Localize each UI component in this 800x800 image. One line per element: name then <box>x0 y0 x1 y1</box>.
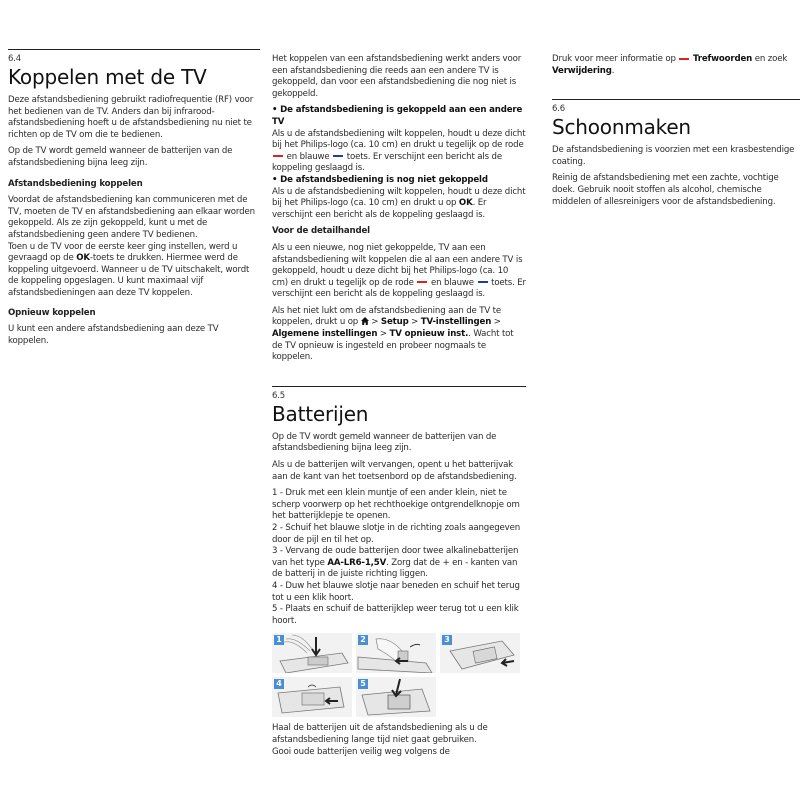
steps <box>272 488 526 627</box>
menu-path-general-settings: Algemene instellingen <box>272 329 378 340</box>
text: en zoek <box>752 54 788 64</box>
blue-key-icon <box>333 155 343 157</box>
bullet-heading: • De afstandsbediening is gekoppeld aan een andere TV <box>272 105 523 127</box>
paragraph <box>272 105 526 175</box>
text: Als u de afstandsbediening wilt koppelen, houdt u deze dicht bij het Philips-logo (ca. 10 cm) en drukt u op <box>272 186 526 209</box>
separator: > <box>368 317 381 328</box>
step-badge: 1 <box>274 635 284 645</box>
illustration-step-1 <box>272 633 352 673</box>
keywords-link: Trefwoorden <box>692 54 753 64</box>
paragraph: Reinig de afstandsbediening met een zachte, vochtige doek. Gebruik nooit stoffen als alcohol, chemische middelen of allesreinigers voor de afstandsbediening. <box>552 173 779 207</box>
search-term: Verwijdering <box>552 65 612 76</box>
battery-illustrations <box>272 633 526 717</box>
paragraph: U kunt een andere afstandsbediening aan deze TV koppelen. <box>8 324 219 346</box>
step-3 <box>272 546 518 579</box>
step-badge: 2 <box>358 635 368 645</box>
paragraph <box>272 306 526 364</box>
remote-illustration <box>272 677 352 717</box>
column-3 <box>552 54 800 213</box>
step-4: 4 - Duw het blauwe slotje naar beneden en schuif het terug tot u een klik hoort. <box>272 580 520 603</box>
subheading: Afstandsbediening koppelen <box>8 178 143 189</box>
column-1 <box>8 49 260 352</box>
paragraph <box>272 175 526 221</box>
text: en blauwe <box>428 277 477 288</box>
text: en blauwe <box>284 151 333 162</box>
text: Haal de batterijen uit de afstandsbediening als u de afstandsbediening lange tijd niet gaat gebruiken. <box>272 723 488 745</box>
illustration-step-5 <box>356 677 436 717</box>
remote-illustration <box>356 677 436 717</box>
text: Gooi oude batterijen veilig weg volgens de <box>272 746 450 757</box>
text: Als u een nieuwe, nog niet gekoppelde, TV aan een afstandsbediening wilt koppelen die al aan een andere TV is gekoppeld, houdt u deze dicht bij het Philips-logo (ca. 10 cm) en drukt u tegelijk op de rode <box>272 242 523 288</box>
separator: > <box>408 317 421 328</box>
paragraph <box>8 195 260 299</box>
step-badge: 4 <box>274 679 284 689</box>
section-number: 6.6 <box>552 104 566 115</box>
paragraph: Op de TV wordt gemeld wanneer de batterijen van de afstandsbediening bijna leeg zijn. <box>8 146 233 168</box>
step-5: 5 - Plaats en schuif de batterijklep weer terug tot u een klik hoort. <box>272 604 519 626</box>
red-key-icon <box>417 281 427 283</box>
step-badge: 5 <box>358 679 368 689</box>
paragraph <box>272 723 526 758</box>
text: Als het niet lukt om de afstandsbediening aan de TV te koppelen, drukt u op <box>272 305 502 328</box>
subheading: Opnieuw koppelen <box>8 307 96 318</box>
illustration-step-2 <box>356 633 436 673</box>
column-2 <box>272 54 526 758</box>
section-number: 6.4 <box>8 54 22 64</box>
step-badge: 3 <box>442 635 452 645</box>
text: Druk voor meer informatie op <box>552 54 679 64</box>
paragraph: De afstandsbediening is voorzien met een krasbestendige coating. <box>552 145 795 167</box>
paragraph <box>272 243 526 301</box>
section-title: Schoonmaken <box>552 115 691 140</box>
text: Voordat de afstandsbediening kan communiceren met de TV, moeten de TV en afstandsbediening aan elkaar worden gekoppeld. Als ze zijn gekoppeld, kunt u met de afstandsbediening geen andere TV bedienen. <box>8 195 255 240</box>
separator: > <box>491 317 501 328</box>
text: . Er verschijnt een bericht als de koppeling geslaagd is. <box>272 198 487 220</box>
text: -toets te drukken. Hiermee werd de koppeling uitgevoerd. Wanneer u de TV uitschakelt, wordt de koppeling opgeslagen. U kunt maximaal vijf afstandsbedieningen aan deze TV koppelen. <box>8 253 250 298</box>
section-title: Batterijen <box>272 401 369 426</box>
paragraph <box>552 54 800 77</box>
red-key-icon <box>679 58 689 60</box>
text: . Wacht tot de TV opnieuw is ingesteld en probeer nogmaals te koppelen. <box>272 329 514 363</box>
key-name: OK <box>76 253 90 264</box>
text: toets. Er verschijnt een bericht als de koppeling geslaagd is. <box>272 277 526 300</box>
text: toets. Er verschijnt een bericht als de koppeling geslaagd is. <box>272 151 502 174</box>
step-2: 2 - Schuif het blauwe slotje in de richting zoals aangegeven door de pijl en til het op. <box>272 523 521 545</box>
paragraph: Op de TV wordt gemeld wanneer de batterijen van de afstandsbediening bijna leeg zijn. <box>272 431 497 454</box>
blue-key-icon <box>478 281 488 283</box>
menu-path-setup: Setup <box>380 317 409 328</box>
illustration-step-4 <box>272 677 352 717</box>
text: . Zorg dat de + en - kanten van de batterij in de juiste richting liggen. <box>272 557 518 580</box>
illustration-step-3 <box>440 633 520 673</box>
text: 3 - Vervang de oude batterijen door twee alkalinebatterijen van het type <box>272 546 519 568</box>
step-1: 1 - Druk met een klein muntje of een ander klein, niet te scherp voorwerp op het rechthoekige ontgrendelknopje om het batterijklepje te openen. <box>272 488 520 522</box>
separator: > <box>377 329 390 340</box>
section-title: Koppelen met de TV <box>8 65 207 89</box>
section-number: 6.5 <box>272 390 286 401</box>
paragraph: Het koppelen van een afstandsbediening werkt anders voor een afstandsbediening die reeds aan een andere TV is gekoppeld, dan voor een afstandsbediening die nog niet is gekoppeld. <box>272 54 522 99</box>
remote-illustration <box>272 633 352 673</box>
menu-path-reinstall-tv: TV opnieuw inst. <box>389 329 469 340</box>
red-key-icon <box>273 155 283 157</box>
battery-type: AA-LR6-1,5V <box>327 557 387 568</box>
bullet-heading: • De afstandsbediening is nog niet gekoppeld <box>272 174 488 185</box>
remote-illustration <box>440 633 520 673</box>
subheading: Voor de detailhandel <box>272 226 370 237</box>
section-divider <box>8 49 260 50</box>
section-divider <box>272 386 526 387</box>
key-name: OK <box>458 198 473 209</box>
menu-path-tv-settings: TV-instellingen <box>420 317 492 328</box>
paragraph: Deze afstandsbediening gebruikt radiofrequentie (RF) voor het bedienen van de TV. Anders dan bij infrarood-afstandsbediening hoeft u de afstandsbediening nu niet te richten op de TV om die te bedienen. <box>8 95 254 140</box>
home-icon <box>361 317 369 325</box>
text: . <box>611 65 615 76</box>
paragraph: Als u de batterijen wilt vervangen, opent u het batterijvak aan de kant van het toetsenbord op de afstandsbediening. <box>272 460 517 482</box>
text: Als u de afstandsbediening wilt koppelen, houdt u deze dicht bij het Philips-logo (ca. 10 cm) en drukt u tegelijk op de rode <box>272 128 526 151</box>
remote-illustration <box>356 633 436 673</box>
section-divider <box>552 99 800 100</box>
text: Toen u de TV voor de eerste keer ging instellen, werd u gevraagd op de <box>8 241 238 264</box>
